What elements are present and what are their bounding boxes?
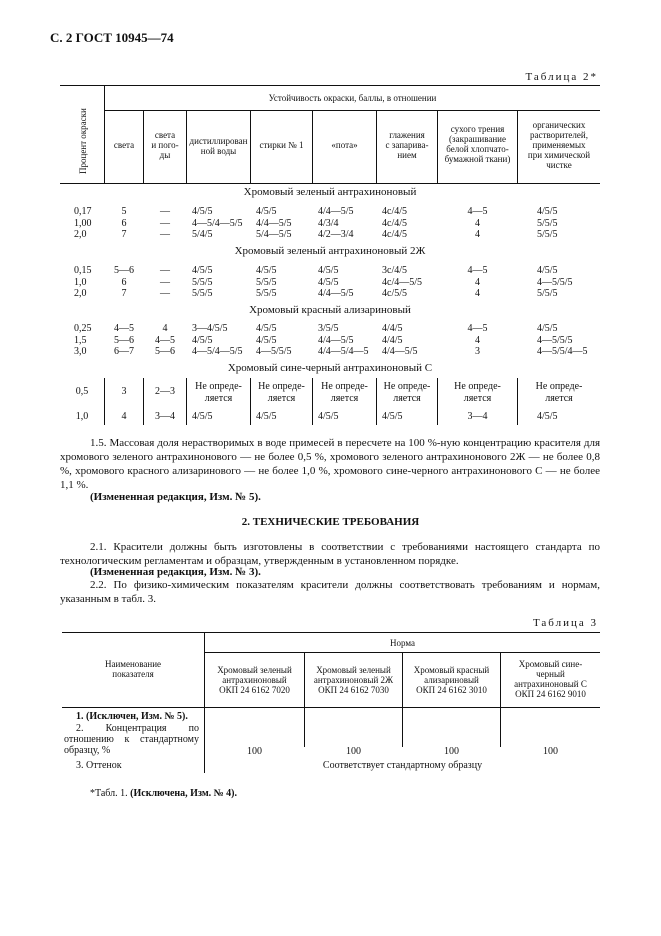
section-title: Хромовый зеленый антрахиноновый 2Ж xyxy=(234,245,426,257)
cell: 3 xyxy=(121,386,127,397)
cell: Не опреде- ляется xyxy=(535,381,583,404)
cell: Не опреде- ляется xyxy=(454,381,501,404)
t3-row-1: 1. (Исключен, Изм. № 5). xyxy=(76,711,188,722)
cell: 4 4—5 5—6 xyxy=(155,323,175,357)
cell: 4/5/5 xyxy=(256,411,277,422)
col-percent-header: Процент окраски xyxy=(78,108,88,174)
table2-caption: Таблица 2* xyxy=(525,71,598,83)
cell: 4 xyxy=(121,411,127,422)
cell: Не опреде- ляется xyxy=(321,381,368,404)
cell: 4/5/5 5/5/5 5/5/5 xyxy=(256,265,277,299)
t3-value: 100 xyxy=(543,746,558,757)
t3-group-header: Норма xyxy=(390,638,415,648)
cell: 4/5/5 4—5/5/5 5/5/5 xyxy=(537,265,573,299)
cell: 4—5 5—6 6—7 xyxy=(114,323,134,357)
cell: 0,5 xyxy=(75,386,89,397)
amendment-note: (Измененная редакция, Изм. № 3). xyxy=(90,566,261,578)
cell: 4/5/5 xyxy=(318,411,339,422)
cell: 4/5/5 xyxy=(537,411,558,422)
col-header: «пота» xyxy=(331,140,358,150)
table3-caption: Таблица 3 xyxy=(532,617,598,629)
cell: Не опреде- ляется xyxy=(195,381,242,404)
cell: 3—4/5/5 4/5/5 4—5/4—5/5 xyxy=(192,323,243,357)
cell: 4/4—5/5 4/3/4 4/2—3/4 xyxy=(318,206,354,240)
section-title: Хромовый сине-черный антрахиноновый С xyxy=(227,362,433,374)
t3-value: 100 xyxy=(444,746,459,757)
cell: 1,0 xyxy=(75,411,89,422)
t3-value: 100 xyxy=(346,746,361,757)
cell: 3—4 xyxy=(467,411,488,422)
col-header: стирки № 1 xyxy=(259,140,304,150)
cell: 4—5 4 4 xyxy=(467,206,488,240)
amendment-note: (Измененная редакция, Изм. № 5). xyxy=(90,491,261,503)
cell: 2—3 xyxy=(155,386,175,397)
cell: 3с/4/5 4с/4—5/5 4с/5/5 xyxy=(382,265,422,299)
footnote-prefix: *Табл. 1. xyxy=(90,788,131,799)
cell: 4/5/5 5/5/5 5/5/5 xyxy=(537,206,558,240)
t3-row-3-value: Соответствует стандартному образцу xyxy=(322,760,483,771)
cell: 0,25 1,5 3,0 xyxy=(74,323,92,357)
col-header: дистиллирован ной воды xyxy=(189,136,248,156)
t3-col-header: Хромовый зеленый антрахиноновый 2Ж ОКП 24 6162 7030 xyxy=(313,665,394,695)
cell: Не опреде- ляется xyxy=(383,381,431,404)
t3-row-2: 2. Концентрация по отношению к стандартному образцу, % xyxy=(64,723,199,756)
cell: — — — xyxy=(160,206,170,240)
cell: 0,15 1,0 2,0 xyxy=(74,265,92,299)
cell: 4—5 4 4 xyxy=(467,265,488,299)
cell: 5—6 6 7 xyxy=(114,265,134,299)
paragraph-1-5: 1.5. Массовая доля нерастворимых в воде примесей в пересчете на 100 %-ную концентрацию красителя для хромового зеленого антрахинонового — не более 0,5 %, хромового зеленого антрахинонового 2Ж — не более 0,8 %, хромового красного ализаринового — не более 1,0 %, хромового сине-черного антрахинонового С — не более 1,1 %. xyxy=(60,437,600,491)
t3-col-header: Хромовый сине- черный антрахиноновый С ОКП 24 6162 9010 xyxy=(514,659,587,699)
t3-col0-header: Наименование показателя xyxy=(104,659,162,679)
t3-col-header: Хромовый красный ализариновый ОКП 24 6162 3010 xyxy=(413,665,490,695)
t3-row-3: 3. Оттенок xyxy=(76,760,122,771)
t3-col-header: Хромовый зеленый антрахиноновый ОКП 24 6162 7020 xyxy=(217,665,292,695)
footnote-note: (Исключена, Изм. № 4). xyxy=(130,788,238,799)
section-title: Хромовый красный ализариновый xyxy=(249,304,411,316)
fastness-group-header: Устойчивость окраски, баллы, в отношении xyxy=(268,93,437,103)
cell: 4с/4/5 4с/4/5 4с/4/5 xyxy=(382,206,407,240)
cell: 4/5/5 xyxy=(382,411,403,422)
cell: — — — xyxy=(160,265,170,299)
cell: Не опреде- ляется xyxy=(258,381,305,404)
cell: 0,17 1,00 2,0 xyxy=(74,206,92,240)
cell: 4/5/5 4/5/5 4/4—5/5 xyxy=(318,265,354,299)
page-header: С. 2 ГОСТ 10945—74 xyxy=(50,30,174,45)
cell: 4/4/5 4/4/5 4/4—5/5 xyxy=(382,323,418,357)
cell: 4/5/5 4/5/5 4—5/5/5 xyxy=(256,323,292,357)
col-header: света xyxy=(113,140,135,150)
cell: 4/5/5 4—5/4—5/5 5/4/5 xyxy=(192,206,243,240)
paragraph-2-2: 2.2. По физико-химическим показателям красители должны соответствовать требованиям и нормам, указанным в табл. 3. xyxy=(60,579,600,605)
col-header: глажения с запарива- нием xyxy=(385,130,429,160)
cell: 4—5 4 3 xyxy=(467,323,488,357)
cell: 5 6 7 xyxy=(121,206,127,240)
section-heading: 2. ТЕХНИЧЕСКИЕ ТРЕБОВАНИЯ xyxy=(241,516,420,528)
paragraph-2-1: 2.1. Красители должны быть изготовлены в соответствии с требованиями настоящего стандарта по технологическим регламентам и образцам, утвержденным в установленном порядке. xyxy=(60,541,600,567)
cell: 4/5/5 5/5/5 5/5/5 xyxy=(192,265,213,299)
cell: 4/5/5 4—5/5/5 4—5/5/4—5 xyxy=(537,323,588,357)
cell: 4/5/5 4/4—5/5 5/4—5/5 xyxy=(256,206,292,240)
footnote xyxy=(90,788,237,799)
cell: 3/5/5 4/4—5/5 4/4—5/4—5 xyxy=(318,323,369,357)
col-header: органических растворителей, применяемых при химической чистке xyxy=(527,120,591,170)
col-header: света и пого- ды xyxy=(151,130,179,160)
cell: 3—4 xyxy=(155,411,175,422)
col-header: сухого трения (закрашивание белой хлопчато- бумажной ткани) xyxy=(444,124,511,164)
section-title: Хромовый зеленый антрахиноновый xyxy=(243,186,417,198)
t3-value: 100 xyxy=(247,746,262,757)
cell: 4/5/5 xyxy=(192,411,213,422)
